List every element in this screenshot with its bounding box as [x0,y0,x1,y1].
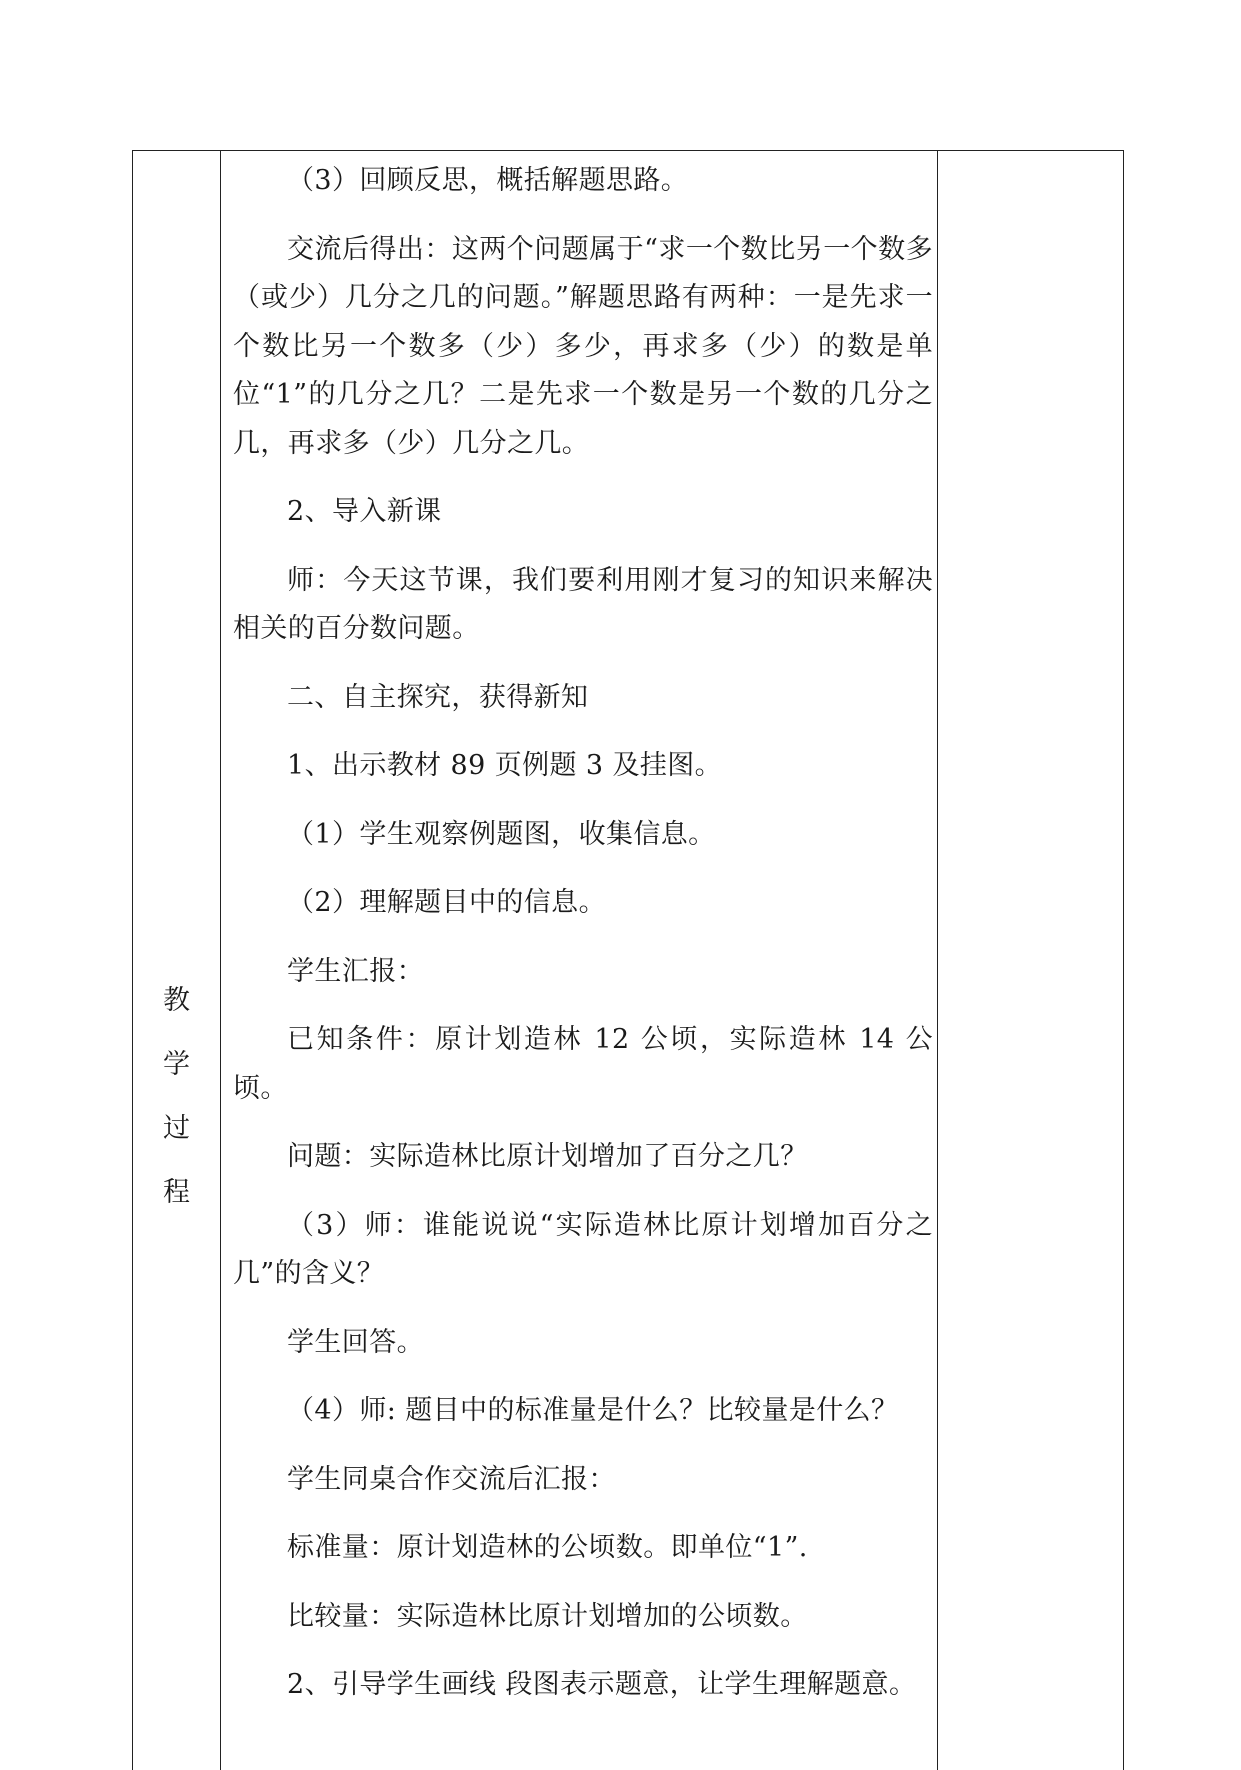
paragraph: 2、引导学生画线 段图表示题意，让学生理解题意。 [287,1669,917,1700]
paragraph: （2）理解题目中的信息。 [287,887,606,918]
paragraph: 标准量：原计划造林的公顷数。即单位“1”. [287,1532,808,1563]
paragraph: 2、导入新课 [287,496,442,527]
paragraph: 学生汇报： [287,955,424,987]
paragraph: 比较量：实际造林比原计划增加的公顷数。 [287,1600,808,1632]
section-label-teaching-process [133,969,220,1225]
paragraph: 1、出示教材 89 页例题 3 及挂图。 [287,750,723,781]
paragraph: 问题：实际造林比原计划增加了百分之几？ [287,1141,808,1172]
paragraph: 学生同桌合作交流后汇报： [287,1463,616,1495]
lesson-content [233,150,933,1730]
section-label-char: 教 [163,985,190,1016]
column-divider-left [220,151,221,1770]
paragraph: 已知条件：原计划造林 12 公顷，实际造林 14 公顷。 [233,1024,933,1104]
paragraph: （3）师：谁能说说“实际造林比原计划增加百分之几”的含义？ [233,1209,933,1289]
paragraph: 学生回答。 [287,1326,424,1358]
section-label-char: 过 [163,1113,190,1144]
paragraph: 师：今天这节课，我们要利用刚才复习的知识来解决相关的百分数问题。 [233,564,933,644]
paragraph: （3）回顾反思，概括解题思路。 [287,165,689,196]
column-divider-right [937,151,938,1770]
section-label-char: 程 [163,1177,190,1208]
paragraph: 二、自主探究，获得新知 [287,681,589,713]
paragraph: （4）师: 题目中的标准量是什么？比较量是什么？ [287,1395,899,1426]
section-label-char: 学 [163,1049,190,1080]
paragraph: （1）学生观察例题图，收集信息。 [287,818,716,850]
paragraph: 交流后得出：这两个问题属于“求一个数比另一个数多（或少）几分之几的问题。”解题思路有两种：一是先求一个数比另一个数多（少）多少，再求多（少）的数是单位“1”的几分之几？二是先求一个数是另一个数的几分之几，再求多（少）几分之几。 [233,233,933,459]
